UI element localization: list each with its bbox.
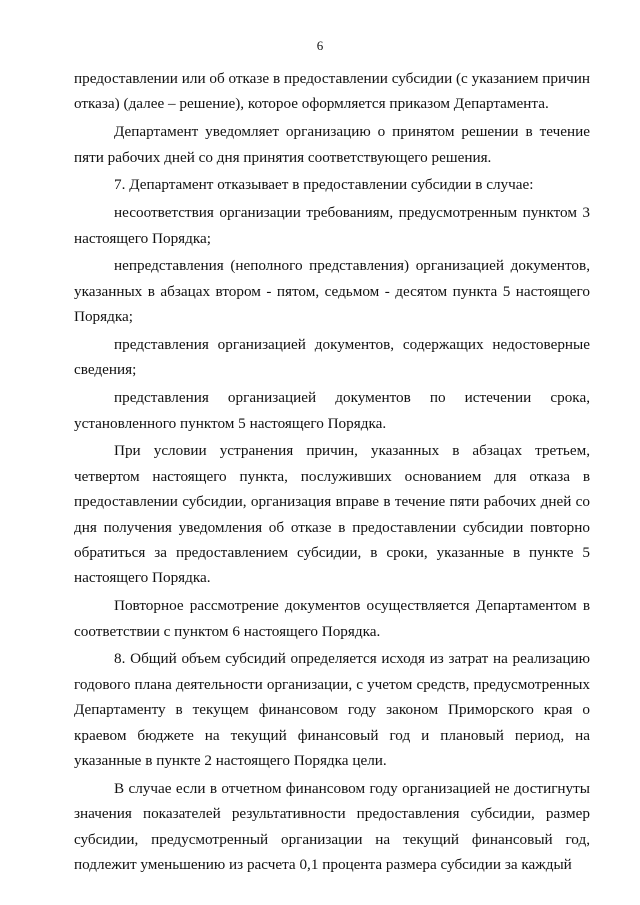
paragraph-refusal-reason-4-line-1: представления организацией документов по истечении срока, bbox=[114, 389, 590, 407]
paragraph-clause-7: 7. Департамент отказывает в предоставлении субсидии в случае: bbox=[114, 176, 534, 194]
document-body bbox=[74, 66, 590, 880]
paragraph-continuation: предоставлении или об отказе в предоставлении субсидии (с указанием причин отказа) (далее – решение), которое оформляется приказом Департамента. bbox=[74, 70, 590, 113]
paragraph-reduction: В случае если в отчетном финансовом году организацией не достигнуты значения показателей результативности предоставления субсидии, размер субсидии, предусмотренный организации на текущий финансовый год, подлежит уменьшению из расчета 0,1 процента размера субсидии за каждый bbox=[74, 779, 590, 874]
paragraph-reapplication: При условии устранения причин, указанных в абзацах третьем, четвертом настоящего пункта, послуживших основанием для отказа в предоставлении субсидии, организация вправе в течение пяти рабочих дней со дня получения уведомления об отказе в предоставлении субсидии повторно обратиться за предоставлением субсидии, в сроки, указанные в пункте 5 настоящего Порядка. bbox=[74, 442, 590, 587]
paragraph-refusal-reason-2: непредставления (неполного представления) организацией документов, указанных в абзацах втором - пятом, седьмом - десятом пункта 5 настоящего Порядка; bbox=[74, 257, 590, 326]
paragraph-repeat-review: Повторное рассмотрение документов осуществляется Департаментом в соответствии с пунктом 6 настоящего Порядка. bbox=[74, 597, 590, 640]
paragraph-refusal-reason-3: представления организацией документов, содержащих недостоверные сведения; bbox=[74, 336, 590, 379]
paragraph-refusal-reason-4 bbox=[74, 385, 590, 436]
paragraph-clause-8: 8. Общий объем субсидий определяется исходя из затрат на реализацию годового плана деятельности организации, с учетом средств, предусмотренных Департаменту в текущем финансовом году законом Приморского края о краевом бюджете на текущий финансовый год и плановый период, на указанные в пункте 2 настоящего Порядка цели. bbox=[74, 650, 590, 770]
paragraph-notification: Департамент уведомляет организацию о принятом решении в течение пяти рабочих дней со дня принятия соответствующего решения. bbox=[74, 123, 590, 166]
paragraph-refusal-reason-4-line-2: установленного пунктом 5 настоящего Порядка. bbox=[74, 414, 387, 432]
paragraph-refusal-reason-1: несоответствия организации требованиям, предусмотренным пунктом 3 настоящего Порядка; bbox=[74, 204, 590, 247]
page-number: 6 bbox=[316, 38, 324, 53]
